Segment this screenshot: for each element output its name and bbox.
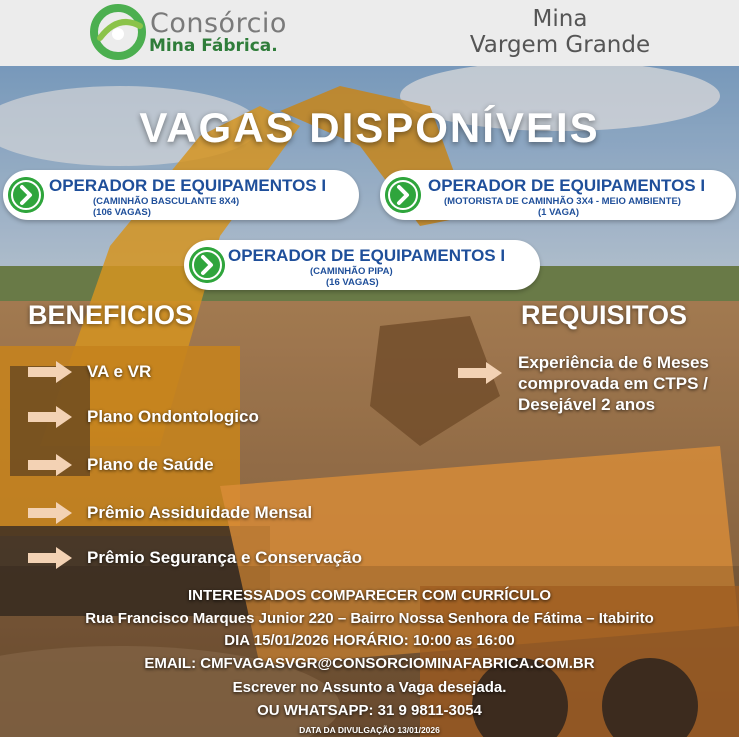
publication-date: DATA DA DIVULGAÇÃO 13/01/2026 [299, 725, 440, 735]
vacancy-detail: (CAMINHÃO BASCULANTE 8X4) [93, 196, 240, 207]
contact-schedule: DIA 15/01/2026 HORÁRIO: 10:00 as 16:00 [224, 632, 515, 649]
mine-name-line2: Vargem Grande [469, 32, 651, 58]
contact-heading: INTERESSADOS COMPARECER COM CURRÍCULO [187, 587, 552, 604]
benefit-item: Plano de Saúde [87, 455, 214, 474]
arrow-right-icon [458, 362, 502, 384]
chevron-right-icon [385, 177, 421, 213]
arrow-right-icon [28, 502, 72, 524]
chevron-right-icon [8, 177, 44, 213]
company-name-line2: Mina Fábrica. [149, 36, 278, 56]
chevron-right-icon [189, 247, 225, 283]
mine-name-line1: Mina [532, 6, 588, 32]
contact-whatsapp: OU WHATSAPP: 31 9 9811-3054 [257, 702, 482, 719]
benefit-item: VA e VR [87, 362, 152, 381]
vacancy-role: OPERADOR DE EQUIPAMENTOS I [428, 176, 706, 195]
vacancy-card-pipa [184, 240, 540, 290]
benefit-item: Prêmio Assiduidade Mensal [87, 503, 313, 522]
arrow-right-icon [28, 454, 72, 476]
arrow-right-icon [28, 406, 72, 428]
contact-subject-note: Escrever no Assunto a Vaga desejada. [232, 679, 507, 696]
consorcio-swirl-logo-icon [90, 4, 146, 60]
arrow-right-icon [28, 547, 72, 569]
contact-address: Rua Francisco Marques Junior 220 – Bairro Nossa Senhora de Fátima – Itabirito [85, 610, 654, 627]
vacancy-count: (16 VAGAS) [326, 277, 379, 288]
page-title: VAGAS DISPONÍVEIS [139, 104, 600, 151]
vacancy-detail: (MOTORISTA DE CAMINHÃO 3X4 - MEIO AMBIENTE) [444, 196, 681, 207]
contact-email: EMAIL: CMFVAGASVGR@CONSORCIOMINAFABRICA.COM.BR [144, 655, 595, 672]
header-bar [0, 0, 739, 66]
vacancy-role: OPERADOR DE EQUIPAMENTOS I [49, 176, 327, 195]
arrow-right-icon [28, 361, 72, 383]
vacancy-count: (106 VAGAS) [93, 207, 151, 218]
requirements-text: Experiência de 6 Meses comprovada em CTPS / Desejável 2 anos [518, 353, 709, 414]
vacancy-card-meio-ambiente [380, 170, 736, 220]
vacancy-card-basculante [3, 170, 359, 220]
company-name-line1: Consórcio [150, 8, 287, 39]
benefit-item: Prêmio Segurança e Conservação [87, 548, 362, 567]
vacancy-count: (1 VAGA) [538, 207, 579, 218]
benefits-title: BENEFICIOS [28, 300, 194, 330]
vacancy-role: OPERADOR DE EQUIPAMENTOS I [228, 246, 506, 265]
requirements-title: REQUISITOS [521, 300, 688, 330]
benefit-item: Plano Ondontologico [87, 407, 259, 426]
vacancy-detail: (CAMINHÃO PIPA) [310, 266, 393, 277]
